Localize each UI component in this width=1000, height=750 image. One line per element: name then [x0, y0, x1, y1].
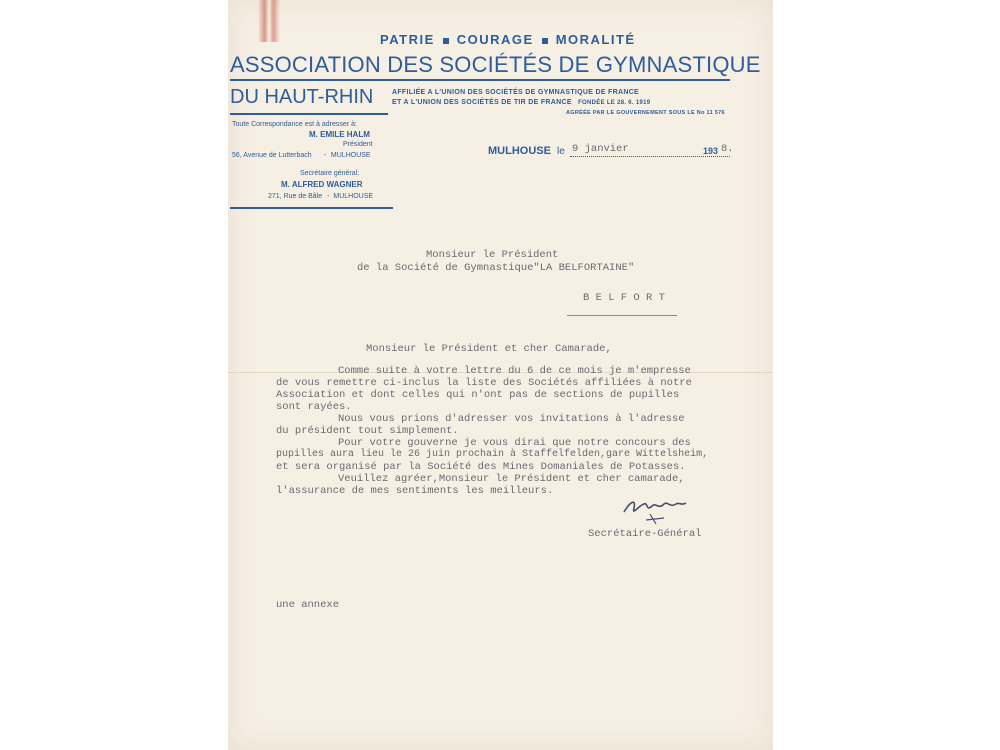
secretary-address: 271, Rue de Bâle - MULHOUSE: [268, 193, 374, 200]
street: 56, Avenue de Lutterbach: [232, 152, 312, 159]
motto-word: MORALITÉ: [555, 32, 636, 47]
founded-date: FONDÉE LE 28. 6. 1919: [578, 100, 651, 106]
secretary-name-text: M. ALFRED WAGNER: [281, 180, 363, 189]
president-title: Président: [343, 141, 373, 148]
body-line: Comme suite à votre lettre du 6 de ce mois je m'empresse: [338, 365, 691, 377]
signature-title: Secrétaire-Général: [588, 528, 702, 540]
date-typed: 9 janvier: [572, 143, 629, 155]
city: MULHOUSE: [333, 193, 374, 200]
recipient-city: B E L F O R T: [583, 292, 665, 304]
body-line: pupilles aura lieu le 26 juin prochain à Staffelfelden,gare Wittelsheim,: [276, 449, 709, 460]
body-line: Nous vous prions d'adresser vos invitations à l'adresse: [338, 413, 685, 425]
body-line: l'assurance de mes sentiments les meilleurs.: [276, 485, 554, 497]
secretary-name: [281, 180, 362, 189]
salutation: Monsieur le Président et cher Camarade,: [366, 343, 612, 355]
year-typed: 8.: [721, 143, 734, 155]
secretary-label: Secrétaire général:: [300, 170, 360, 177]
recipient-line-1: Monsieur le Président: [426, 249, 559, 261]
body-line: du président tout simplement.: [276, 425, 459, 437]
affiliation-text: ET A L'UNION DES SOCIÉTÉS DE TIR DE FRANCE: [392, 99, 572, 106]
enclosure-note: une annexe: [276, 599, 340, 611]
city-underline: [567, 315, 677, 316]
motto-word: PATRIE: [380, 32, 435, 47]
association-title: ASSOCIATION DES SOCIÉTÉS DE GYMNASTIQUE: [230, 52, 761, 77]
approval-number: AGRÉÉE PAR LE GOUVERNEMENT SOUS LE No 11 576: [566, 110, 725, 116]
correspondence-label: Toute Correspondance est à adresser à:: [232, 121, 357, 128]
city: MULHOUSE: [330, 152, 371, 159]
square-bullet-icon: [443, 38, 449, 44]
region-title: DU HAUT-RHIN: [230, 86, 374, 108]
letterhead-motto: [380, 32, 636, 47]
date-dotted-line: [570, 156, 730, 157]
year-prefix: 193: [703, 146, 719, 156]
street: 271, Rue de Bâle: [268, 193, 323, 200]
body-line: de vous remettre ci-inclus la liste des Sociétés affiliées à notre: [276, 377, 692, 389]
recipient-line-2: de la Société de Gymnastique"LA BELFORTAINE": [357, 262, 635, 274]
divider: [230, 79, 730, 81]
body-line: Pour votre gouverne je vous dirai que notre concours des: [338, 437, 691, 449]
affiliation-line-2: [392, 99, 650, 106]
body-line: sont rayées.: [276, 401, 352, 413]
president-address: 56, Avenue de Lutterbach - MULHOUSE: [232, 152, 371, 159]
president-name: [309, 130, 370, 139]
affiliation-line-1: AFFILIÉE A L'UNION DES SOCIÉTÉS DE GYMNASTIQUE DE FRANCE: [392, 89, 640, 96]
rust-stain: [258, 0, 280, 42]
divider: [230, 113, 388, 115]
date-place: MULHOUSE: [488, 145, 551, 157]
body-line: Association et dont celles qui n'ont pas de sections de pupilles: [276, 389, 680, 401]
divider: [230, 207, 393, 209]
handwritten-signature: [620, 492, 690, 532]
body-line: et sera organisé par la Société des Mines Domaniales de Potasses.: [276, 461, 686, 473]
president-name-text: M. EMILE HALM: [309, 130, 370, 139]
date-prefix: le: [557, 146, 565, 157]
body-line: Veuillez agréer,Monsieur le Président et cher camarade,: [338, 473, 685, 485]
square-bullet-icon: [542, 38, 548, 44]
motto-word: COURAGE: [456, 32, 534, 47]
